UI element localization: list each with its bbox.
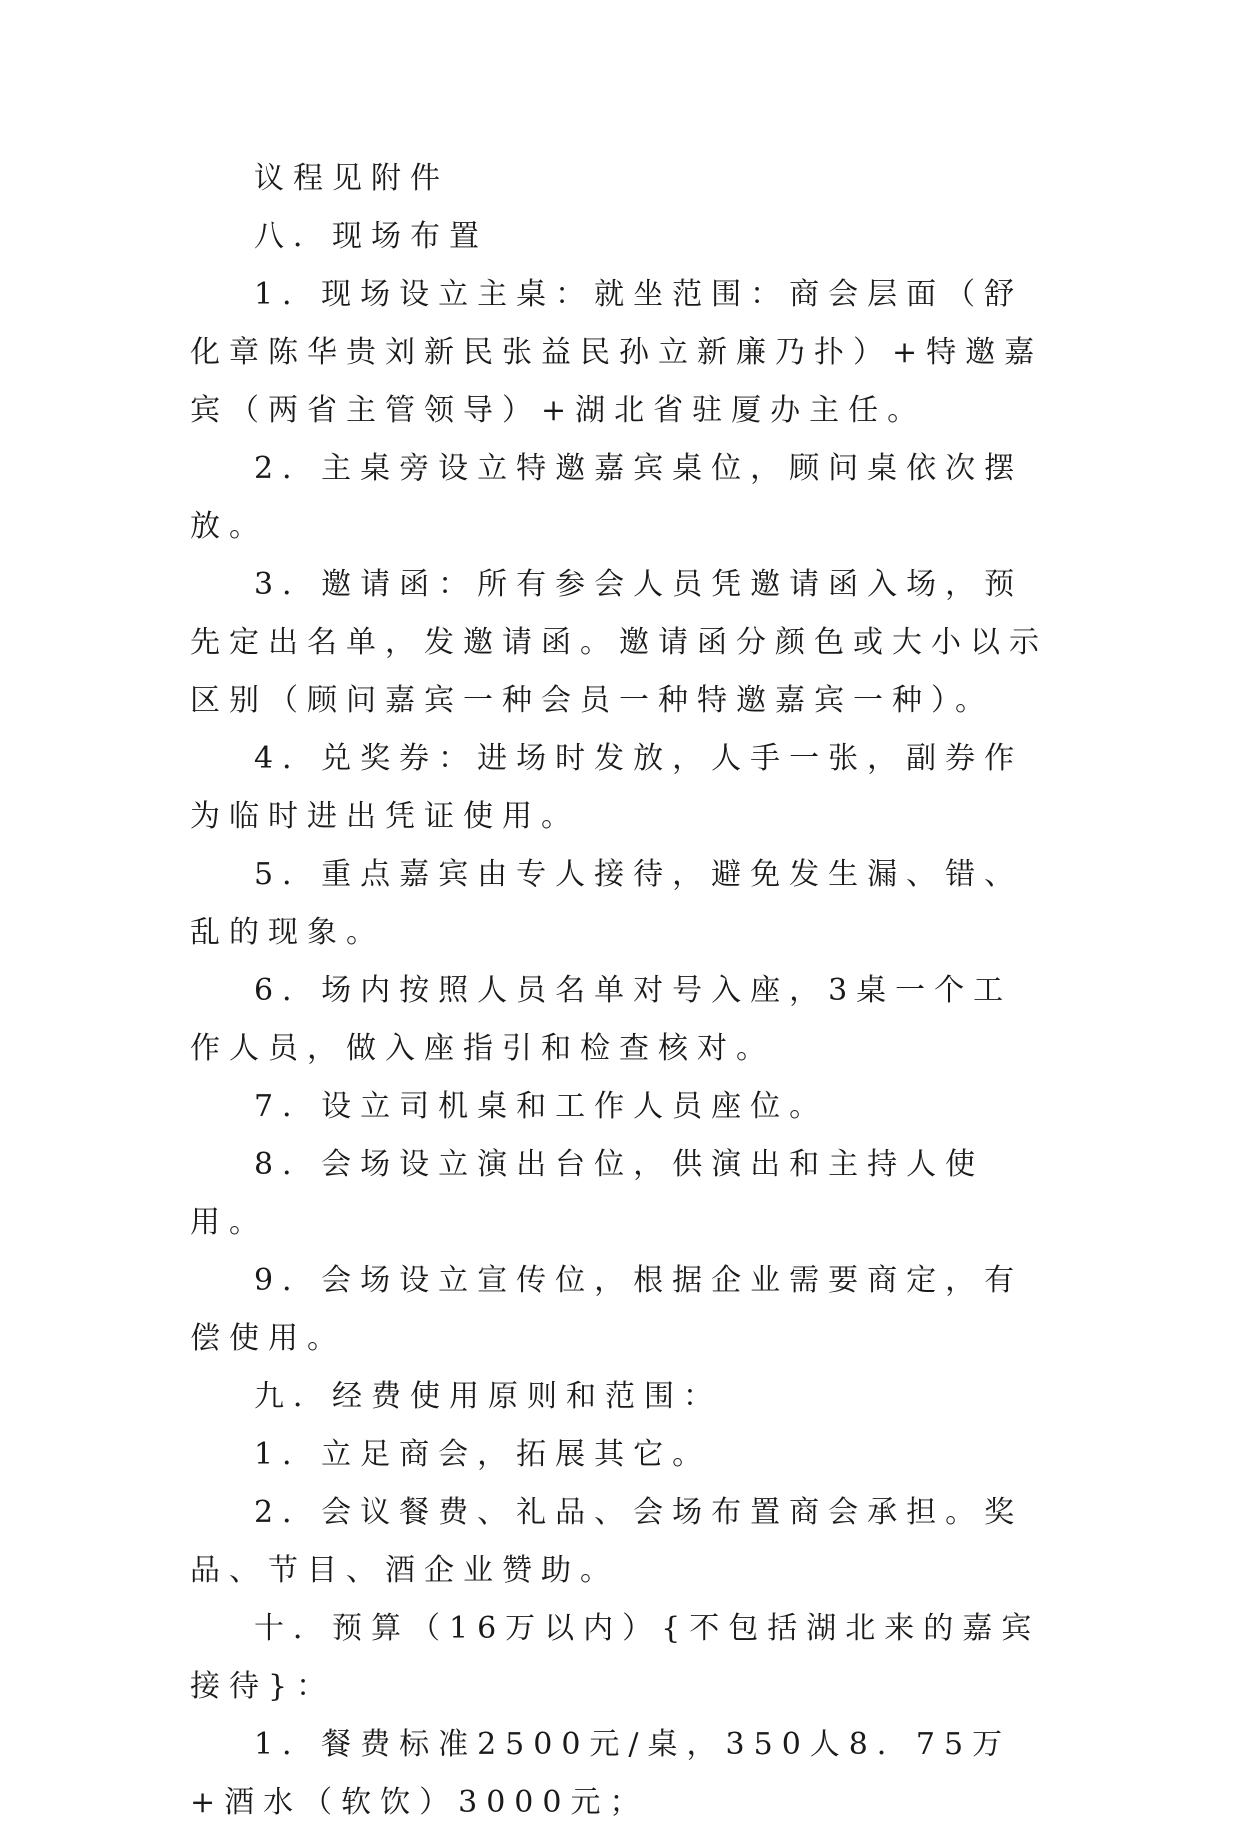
document-page bbox=[190, 150, 1050, 1832]
paragraph-promotion: 9．会场设立宣传位，根据企业需要商定，有偿使用。 bbox=[190, 1263, 1024, 1356]
paragraph-vip-reception: 5．重点嘉宾由专人接待，避免发生漏、错、乱的现象。 bbox=[190, 857, 1024, 950]
paragraph-seating: 6．场内按照人员名单对号入座，3桌一个工作人员，做入座指引和检查核对。 bbox=[190, 973, 1013, 1066]
paragraph-driver-table: 7．设立司机桌和工作人员座位。 bbox=[254, 1089, 829, 1124]
paragraph-principle-1: 1．立足商会，拓展其它。 bbox=[254, 1437, 712, 1472]
paragraph-budget-1: 1．餐费标准2500元/桌，350人8．75万+酒水（软饮）3000元； bbox=[190, 1727, 1012, 1820]
paragraph-guest-tables: 2．主桌旁设立特邀嘉宾桌位，顾问桌依次摆放。 bbox=[190, 451, 1024, 544]
section-heading-budget: 十．预算（16万以内）{不包括湖北来的嘉宾接待}： bbox=[190, 1611, 1041, 1704]
paragraph-invitation: 3．邀请函：所有参会人员凭邀请函入场，预先定出名单，发邀请函。邀请函分颜色或大小以示区别（顾问嘉宾一种会员一种特邀嘉宾一种）。 bbox=[190, 567, 1048, 718]
paragraph-lottery-ticket: 4．兑奖券：进场时发放，人手一张，副券作为临时进出凭证使用。 bbox=[190, 741, 1024, 834]
paragraph-main-table: 1．现场设立主桌：就坐范围：商会层面（舒化章陈华贵刘新民张益民孙立新廉乃扑）+特邀嘉宾（两省主管领导）+湖北省驻厦办主任。 bbox=[190, 277, 1044, 428]
paragraph-principle-2: 2．会议餐费、礼品、会场布置商会承担。奖品、节目、酒企业赞助。 bbox=[190, 1495, 1024, 1588]
section-heading-budget-principles: 九．经费使用原则和范围： bbox=[254, 1379, 722, 1414]
paragraph-attachment-note: 议程见附件 bbox=[254, 161, 449, 196]
section-heading-venue-layout: 八．现场布置 bbox=[254, 219, 488, 254]
paragraph-stage: 8．会场设立演出台位，供演出和主持人使用。 bbox=[190, 1147, 985, 1240]
